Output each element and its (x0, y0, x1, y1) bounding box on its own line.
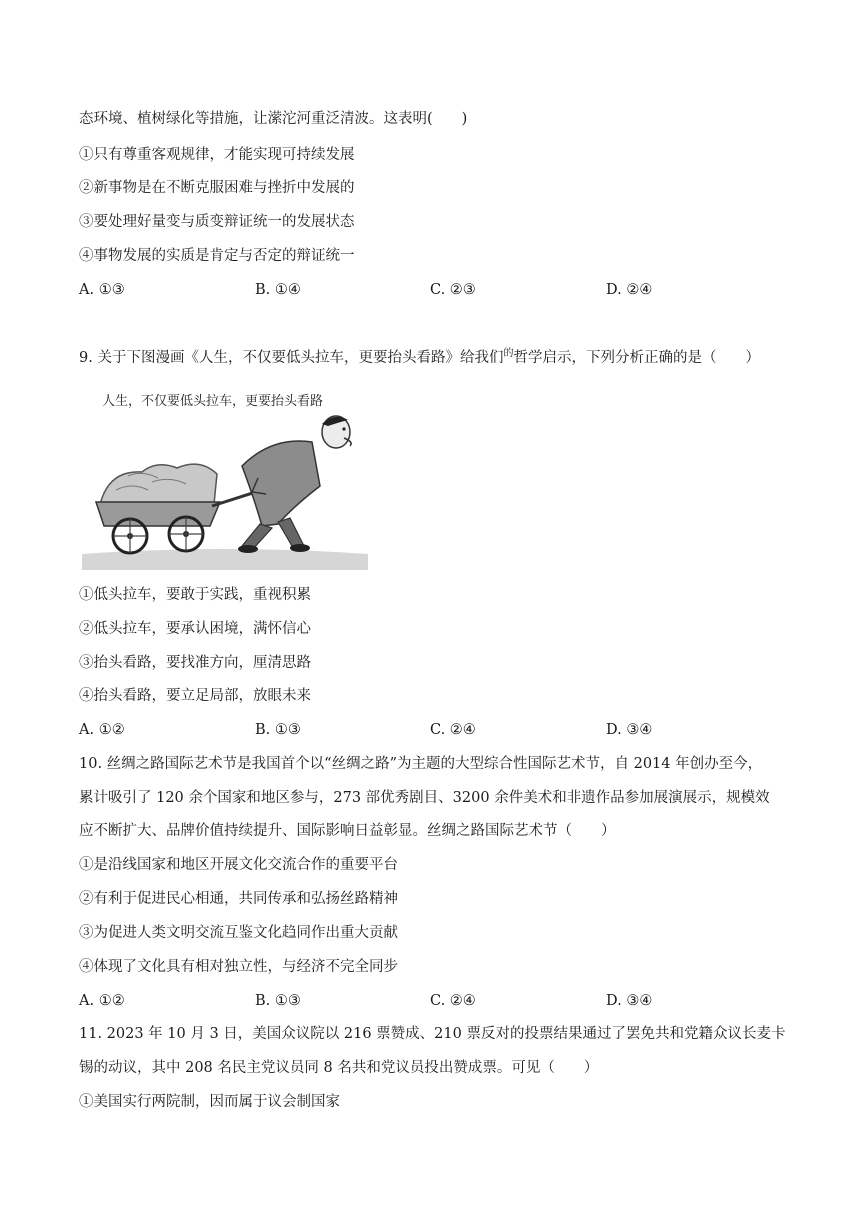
q9-option-a: A. ①② (79, 722, 125, 738)
q9-option-b: B. ①③ (255, 722, 301, 738)
q10-stem-line-2: 累计吸引了 120 余个国家和地区参与，273 部优秀剧目、3200 余件美术和非遗作品参加展演展示，规模效 (79, 790, 770, 806)
q8-statement-1: ①只有尊重客观规律，才能实现可持续发展 (79, 147, 355, 163)
q9-statement-2: ②低头拉车，要承认困境，满怀信心 (79, 621, 311, 637)
q8-stem-tail: 态环境、植树绿化等措施，让潆沱河重泛清波。这表明( ) (79, 111, 468, 127)
cartoon-caption: 人生，不仅要低头拉车，更要抬头看路 (102, 393, 324, 408)
q10-statement-4: ④体现了文化具有相对独立性，与经济不完全同步 (79, 959, 398, 975)
q9-statement-4: ④抬头看路，要立足局部，放眼未来 (79, 688, 311, 704)
q8-option-d: D. ②④ (606, 282, 653, 298)
q8-option-b: B. ①④ (255, 282, 301, 298)
q9-stem-sup: 的 (503, 348, 514, 359)
q9-statement-3: ③抬头看路，要找准方向，厘清思路 (79, 655, 311, 671)
q10-statement-1: ①是沿线国家和地区开展文化交流合作的重要平台 (79, 857, 398, 873)
q11-statement-1: ①美国实行两院制，因而属于议会制国家 (79, 1094, 340, 1110)
q8-option-c: C. ②③ (430, 282, 476, 298)
cartoon-image (82, 386, 368, 570)
q9-options (79, 720, 779, 740)
cart-body (96, 502, 220, 526)
q8-option-a: A. ①③ (79, 282, 125, 298)
q8-statement-3: ③要处理好量变与质变辩证统一的发展状态 (79, 214, 355, 230)
q9-stem-b: 哲学启示，下列分析正确的是（ ） (513, 350, 760, 366)
q9-stem (79, 344, 760, 368)
q8-statement-2: ②新事物是在不断克服困难与挫折中发展的 (79, 180, 355, 196)
q9-option-d: D. ③④ (606, 722, 653, 738)
q10-statement-3: ③为促进人类文明交流互鉴文化趋同作出重大贡献 (79, 925, 398, 941)
q10-option-b: B. ①③ (255, 993, 301, 1009)
q9-option-c: C. ②④ (430, 722, 476, 738)
q10-stem-line-1: 10. 丝绸之路国际艺术节是我国首个以“丝绸之路”为主题的大型综合性国际艺术节，自 2014 年创办至今， (79, 756, 763, 772)
q10-option-c: C. ②④ (430, 993, 476, 1009)
q11-stem-line-2: 锡的动议，其中 208 名民主党议员同 8 名共和党议员投出赞成票。可见（ ） (79, 1060, 599, 1076)
q10-statement-2: ②有利于促进民心相通，共同传承和弘扬丝路精神 (79, 891, 398, 907)
q8-options (79, 280, 779, 300)
q10-stem-line-3: 应不断扩大、品牌价值持续提升、国际影响日益彰显。丝绸之路国际艺术节（ ） (79, 823, 616, 839)
q10-options (79, 991, 779, 1011)
q9-statement-1: ①低头拉车，要敢于实践，重视积累 (79, 587, 311, 603)
q10-option-a: A. ①② (79, 993, 125, 1009)
q9-stem-a: 9. 关于下图漫画《人生，不仅要低头拉车，更要抬头看路》给我们 (79, 350, 504, 366)
q11-stem-line-1: 11. 2023 年 10 月 3 日，美国众议院以 216 票赞成、210 票反对的投票结果通过了罢免共和党籍众议长麦卡 (79, 1026, 786, 1042)
q10-option-d: D. ③④ (606, 993, 653, 1009)
q8-statement-4: ④事物发展的实质是肯定与否定的辩证统一 (79, 248, 355, 264)
